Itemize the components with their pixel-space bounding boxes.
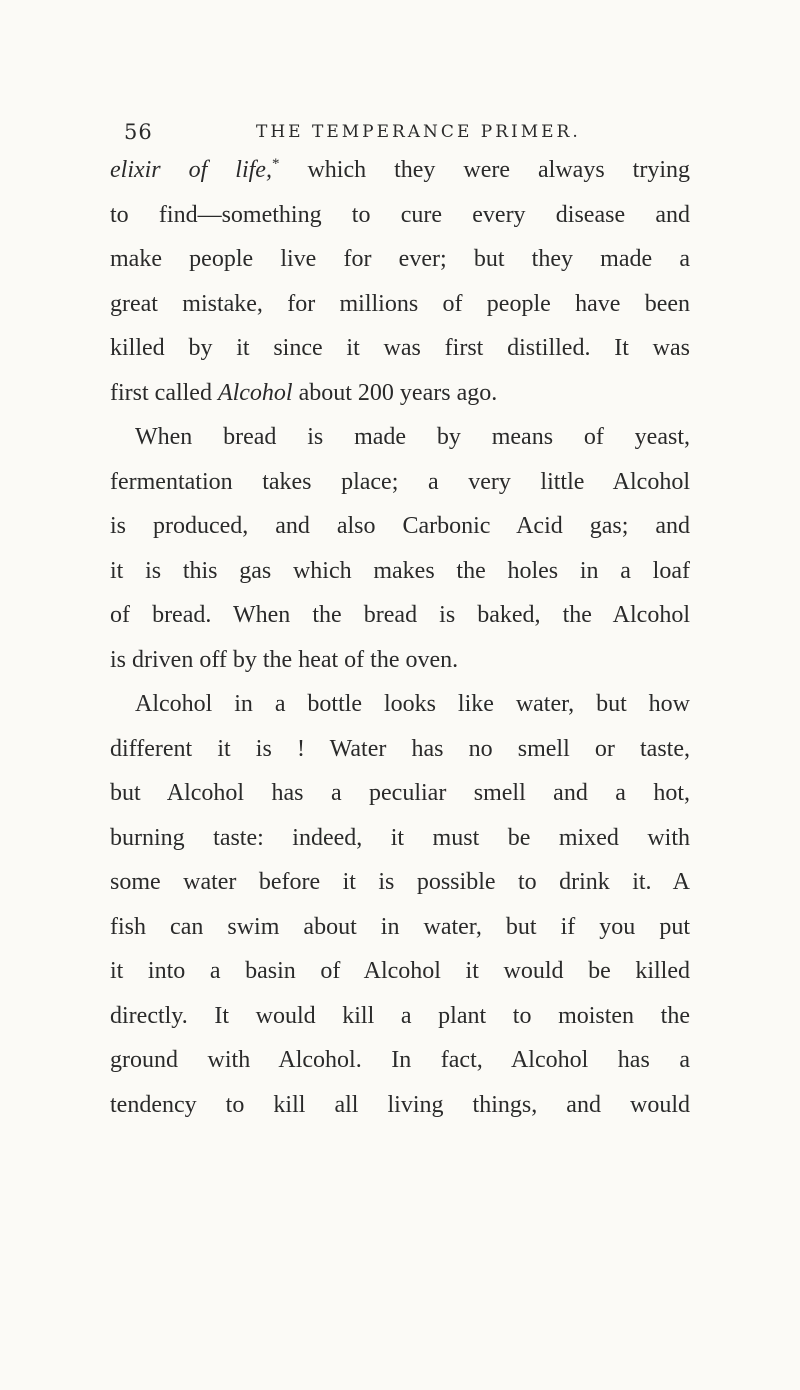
text-line: it into a basin of Alcohol it would be killed (110, 958, 690, 984)
text-line: directly. It would kill a plant to moisten the (110, 1002, 690, 1029)
text-line: Alcohol in a bottle looks like water, but how (135, 691, 690, 717)
body-text (110, 148, 690, 1127)
text-line: great mistake, for millions of people have been (110, 290, 690, 317)
line-text: about 200 years ago. (292, 379, 498, 406)
text-line: tendency to kill all living things, and would (110, 1091, 690, 1118)
text-line: make people live for ever; but they made a (110, 246, 690, 272)
footnote-mark: * (271, 156, 280, 172)
text-line: different it is ! Water has no smell or taste, (110, 735, 690, 762)
italic-phrase: elixir of life, (110, 157, 272, 183)
text-line: is produced, and also Carbonic Acid gas; and (110, 513, 690, 539)
text-line: but Alcohol has a peculiar smell and a hot, (110, 780, 690, 806)
line-text: which they were always trying (279, 157, 690, 183)
text-line: of bread. When the bread is baked, the Alcohol (110, 602, 690, 628)
line-text: first called (110, 379, 218, 406)
text-line: to find—something to cure every disease and (110, 201, 690, 228)
italic-phrase: Alcohol (217, 379, 293, 406)
text-line: ground with Alcohol. In fact, Alcohol has a (110, 1047, 690, 1073)
text-line: burning taste: indeed, it must be mixed with (110, 824, 690, 851)
page-header (110, 120, 710, 150)
text-line: it is this gas which makes the holes in a loaf (110, 557, 690, 584)
text-line (110, 148, 690, 193)
running-head: THE TEMPERANCE PRIMER. (256, 122, 581, 142)
text-line: some water before it is possible to drink it. A (110, 869, 690, 895)
page-number: 56 (124, 120, 153, 144)
text-line (110, 371, 690, 416)
text-line: When bread is made by means of yeast, (135, 424, 690, 450)
text-line: is driven off by the heat of the oven. (110, 646, 459, 673)
text-line: fish can swim about in water, but if you put (110, 913, 690, 940)
text-line: fermentation takes place; a very little Alcohol (110, 468, 690, 495)
text-line: killed by it since it was first distilled. It was (110, 335, 690, 361)
